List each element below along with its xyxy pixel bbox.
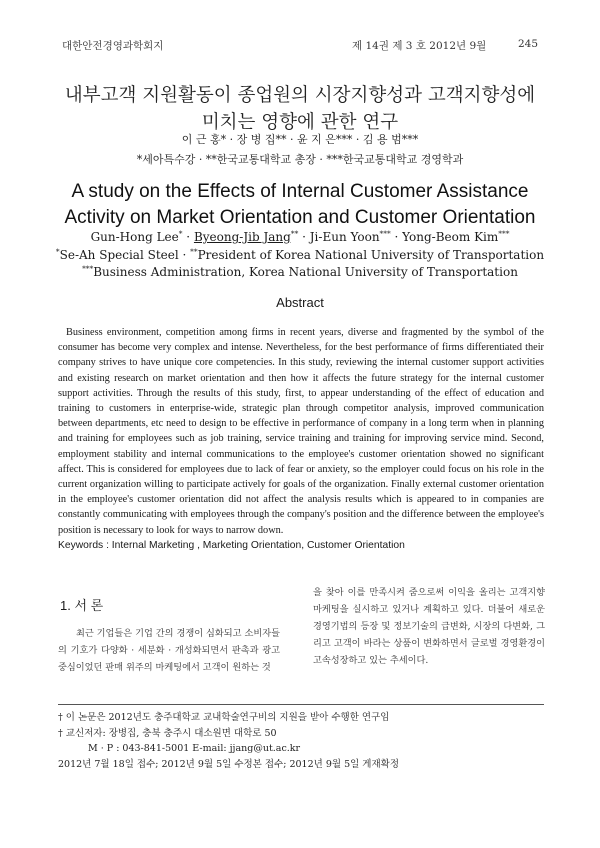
- author-separator: ·: [298, 230, 310, 244]
- page-number: 245: [517, 38, 538, 50]
- english-title: [0, 179, 600, 231]
- korean-title: [0, 82, 600, 136]
- affil-text: President of Korea National University of Transportation: [197, 248, 545, 262]
- keywords: [58, 540, 544, 551]
- affil-mark: ***: [82, 264, 94, 273]
- english-title-line1: A study on the Effects of Internal Customer Assistance: [71, 181, 529, 202]
- footnote-contact: M · P : 043-841-5001 E-mail: jjang@ut.ac.kr: [88, 743, 301, 754]
- korean-authors: 이 근 홍* · 장 병 집** · 윤 지 은*** · 김 용 범***: [181, 133, 419, 146]
- affil-mark: **: [190, 247, 198, 256]
- footnote-dates: 2012년 7월 18일 접수; 2012년 9월 5일 수정본 접수; 2012년 9월 5일 게재확정: [58, 758, 400, 770]
- english-authors: [0, 229, 600, 244]
- author-4-mark: ***: [498, 229, 510, 238]
- abstract-body: Business environment, competition among firms in recent years, diverse and fragmented by the symbol of the consumer has become very complex and intense. Nevertheless, for the best performance of firms differentiated their company strives to have unique core competencies. In this study, reviewing the internal customer support activities and existing research on market orientation and then how it affects the future strategy for the internal customer support activities. Through the results of this study, first, to appear understanding of the effect of education and training to customers in enterprise-wide, strategic plan through competitor analysis, improved communication between departments, etc need to design to be effective in performance of company in a long term when in planning and training for employees such as job training, service training and training for improving service mind. Second, employment stability and internal communications to the employee's customer orientation showed no significant affect. This is considered for employees due to lack of fear or anxiety, so the employer could focus on his role in the current organization willing to participate actively for goals of the organization. Finally external customer orientation in the employee's customer orientation did not affect the analysis results which is appeared to in companies are constantly communicating with employees through the company's position and the difference between the employee's position is necessary to look for ways to narrow down.: [58, 327, 544, 536]
- author-1-mark: *: [178, 229, 183, 238]
- author-3: Ji-Eun Yoon: [309, 230, 380, 244]
- english-affiliation-1: [0, 247, 600, 262]
- author-2: Byeong-Jib Jang: [193, 230, 291, 244]
- issue-info: 제 14권 제 3 호 2012년 9월: [352, 40, 487, 52]
- author-3-mark: ***: [379, 229, 391, 238]
- korean-title-line2: 미치는 영향에 관한 연구: [201, 112, 399, 133]
- abstract-heading: Abstract: [276, 295, 324, 310]
- keywords-list: Internal Marketing , Marketing Orientation, Customer Orientation: [111, 540, 405, 551]
- affil-text: Business Administration, Korea National University of Transportation: [93, 265, 518, 279]
- korean-title-line1: 내부고객 지원활동이 종업원의 시장지향성과 고객지향성에: [64, 85, 536, 106]
- author-4: Yong-Beom Kim: [402, 230, 499, 244]
- keywords-label: Keywords :: [58, 540, 112, 551]
- journal-name: 대한안전경영과학회지: [62, 40, 164, 52]
- body-column-right: 을 찾아 이를 만족시켜 줌으로써 이익을 올리는 고객지향 마케팅을 실시하고 있거나 계획하고 있다. 더불어 새로운 경영기법의 등장 및 정보기술의 급변화, 시장의 다변화, 그리고 고객이 바라는 상품이 변화하면서 글로벌 경영환경이 고속성장하고 있는 추세이다.: [313, 587, 545, 666]
- author-separator: ·: [390, 230, 403, 244]
- english-affiliation-2: [0, 264, 600, 279]
- footnote-funding: † 이 논문은 2012년도 충주대학교 교내학술연구비의 지원을 받아 수행한 연구임: [58, 712, 390, 723]
- english-title-line2: Activity on Market Orientation and Customer Orientation: [64, 207, 536, 228]
- affil-text: Se-Ah Special Steel ·: [59, 248, 191, 262]
- footnote-divider: [58, 704, 544, 705]
- affil-mark: *: [55, 247, 60, 256]
- korean-affiliations: *세아특수강 · **한국교통대학교 총장 · ***한국교통대학교 경영학과: [136, 153, 464, 166]
- section-heading: 1. 서 론: [60, 598, 104, 613]
- footnote-corresponding: † 교신저자: 장병집, 충북 충주시 대소원면 대학로 50: [58, 727, 277, 739]
- running-header: [62, 38, 538, 52]
- author-separator: ·: [182, 230, 194, 244]
- author-1: Gun-Hong Lee: [90, 230, 179, 244]
- author-2-mark: **: [290, 229, 299, 238]
- body-column-left: 최근 기업들은 기업 간의 경쟁이 심화되고 소비자들의 기호가 다양화 · 세분화 · 개성화되면서 판촉과 광고 중심이었던 판매 위주의 마케팅에서 고객이 원하는 것: [58, 628, 280, 673]
- footnotes: [58, 710, 544, 772]
